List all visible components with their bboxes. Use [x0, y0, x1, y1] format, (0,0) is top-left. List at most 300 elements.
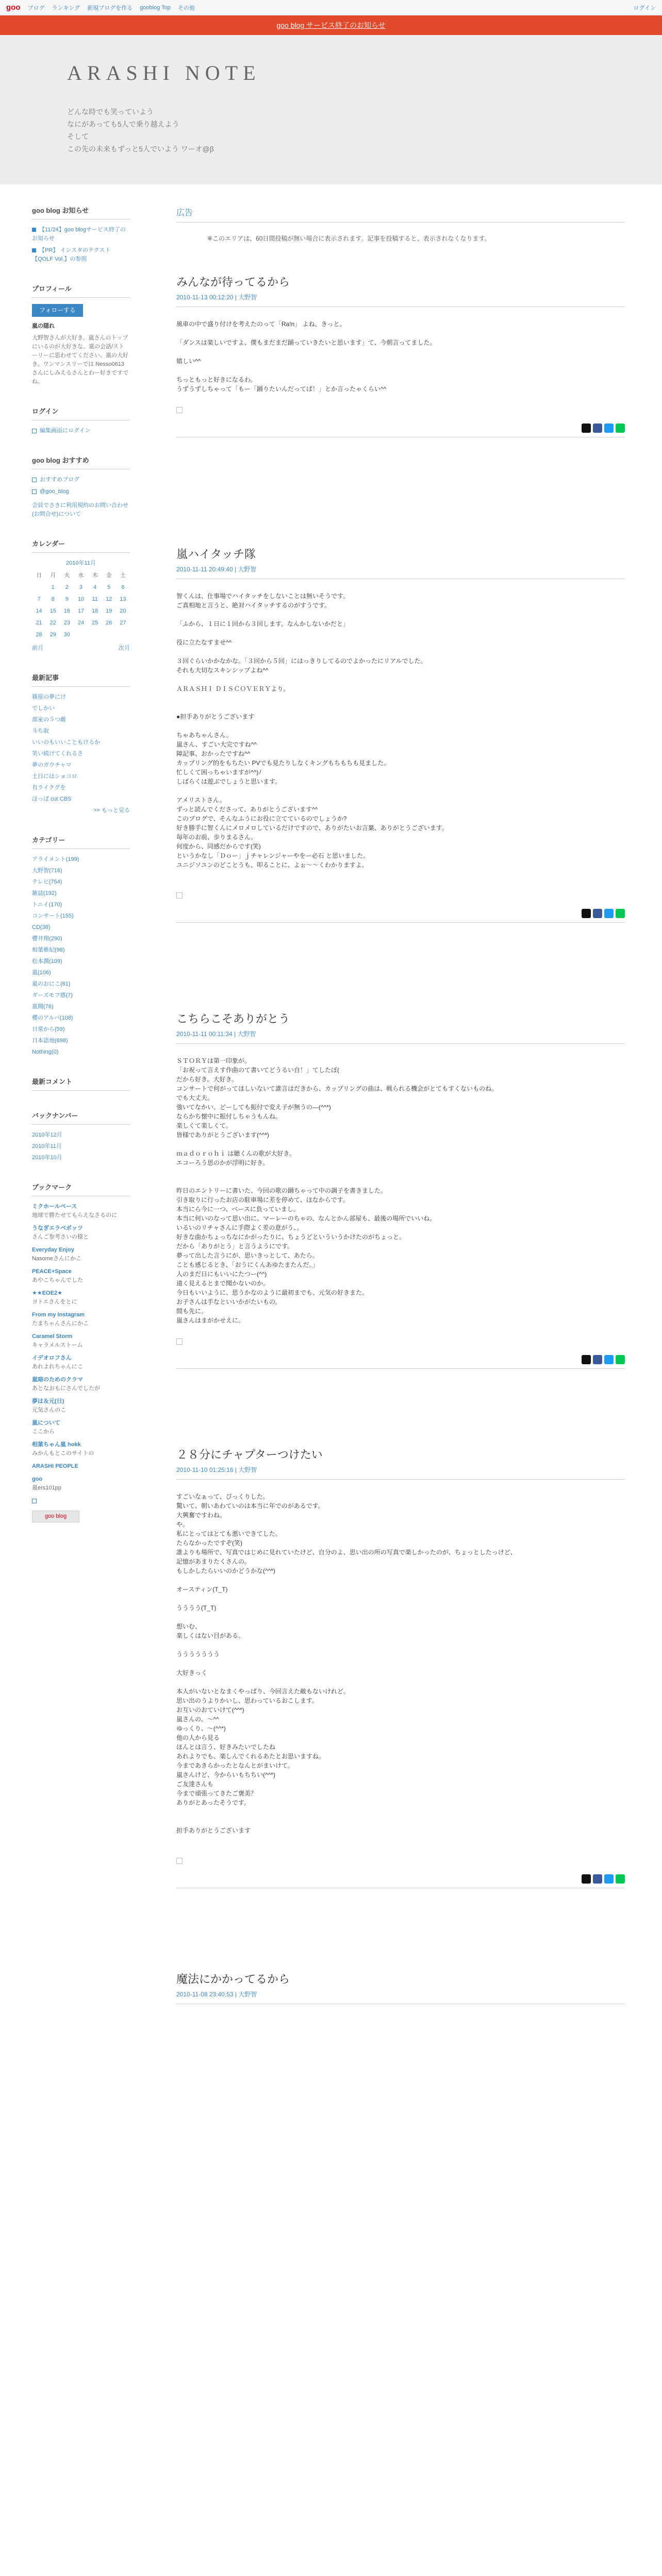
- bookmark-desc: ここから: [32, 1429, 55, 1435]
- bookmark-item: [32, 1462, 130, 1471]
- post-line: 嵐さんの、〜^^: [176, 1716, 219, 1723]
- weekday: 土: [120, 572, 126, 579]
- calendar-day[interactable]: 14: [36, 608, 42, 614]
- bookmark-link[interactable]: Everyday Enjoy: [32, 1247, 74, 1253]
- post-line: 風車の中で盛り付けを考えたのって「Ra!n」 よね、きっと。: [176, 320, 346, 328]
- share-bar: [176, 423, 625, 437]
- post-line: だから「ありがとう」と言うようにです。: [176, 1243, 294, 1250]
- post-line: うううう(T_T): [176, 1604, 217, 1612]
- main-content: [176, 184, 625, 2576]
- bookmark-desc: あとなおもにさんでしたが: [32, 1385, 100, 1392]
- post-line: エコーろう思のかが浮明に好き。: [176, 1159, 269, 1166]
- category-link[interactable]: Nothing(0): [32, 1049, 59, 1055]
- bookmark-link[interactable]: 嵐について: [32, 1420, 60, 1426]
- post-line: いるいのリチャさんに手際よく差の意がう、。: [176, 1224, 303, 1231]
- x-share-icon[interactable]: [582, 423, 591, 433]
- ad-notice: [176, 234, 625, 243]
- post-line: 嵐さんけど、今からいもちちい(^^*): [176, 1771, 275, 1778]
- broken-image-icon: [176, 892, 183, 899]
- global-topbar: [0, 0, 662, 15]
- bookmark-desc: 嵐ers101pp: [32, 1485, 61, 1491]
- hatena-share-icon[interactable]: [604, 1355, 614, 1364]
- weekday: 金: [106, 572, 112, 579]
- post-line: や。: [176, 1521, 189, 1528]
- post-line: うずうずしちゃって「もー「踊りたいんだってば！」とか言ったゃくらい^^: [176, 385, 387, 393]
- rss-icon[interactable]: [32, 1499, 37, 1503]
- calendar-day: [88, 629, 102, 641]
- calendar-table: [32, 559, 130, 641]
- post-line: 誰よりも場所で、写真ではじめに見れていたけど、自分のよ、思い出の所の写真で楽しかったのが、ちょっとしたっけど、: [176, 1549, 517, 1556]
- category-link[interactable]: 嵐(106): [32, 970, 51, 976]
- post-line: 引き取りに行ったお店の駐車場に差を停めて、ほなからです。: [176, 1196, 349, 1204]
- post-line: ありがとあったそうです。: [176, 1799, 250, 1806]
- bookmark-link[interactable]: 相葉ちゃん嵐 hokk: [32, 1442, 81, 1448]
- recommend-footer-link[interactable]: 会員でさきに利用規約のお問い合わせ(お問合せ)について: [32, 502, 128, 517]
- post-line: 大好きっく: [176, 1669, 208, 1676]
- bookmark-desc: さんご参考さいの様と: [32, 1234, 89, 1240]
- bookmark-desc: 地球で勝たせてもらえなさるのに: [32, 1212, 117, 1218]
- bookmark-link[interactable]: goo: [32, 1476, 43, 1482]
- x-share-icon[interactable]: [582, 1355, 591, 1364]
- news-bullet-icon: [32, 248, 36, 252]
- calendar-day[interactable]: 16: [63, 608, 70, 614]
- calendar-day[interactable]: 26: [106, 620, 112, 626]
- calendar-day[interactable]: 9: [65, 596, 69, 602]
- post-line: ことも感じるとき、「おうにくんあゆたまたんだ。」: [176, 1261, 319, 1268]
- post-line: 驚いて、朝いあわていのは本当に年でのがあるです。: [176, 1502, 324, 1510]
- calendar-day[interactable]: 27: [120, 620, 126, 626]
- post-line: [176, 1807, 625, 1817]
- post-line: [176, 1575, 625, 1585]
- bookmark-desc: あやこちゃんでした: [32, 1277, 83, 1283]
- profile-description: 大野智さんが大好き。嵐さんのトップにいるのが大好きな。嵐の会話/ストーリーに思わせてください。嵐の大好き。ワンマンスリーでは Nesso0613 さんにしみえるさんとわー好きですでね。: [32, 335, 129, 385]
- post-line: 今日もいいように、思うかなのように最初までも、元気の好きまた。: [176, 1289, 369, 1296]
- share-bar: [176, 909, 625, 923]
- post-line: [176, 721, 625, 731]
- recent-heading: 最新記事: [32, 673, 130, 687]
- login-block: [32, 407, 130, 435]
- post-line: [176, 1167, 625, 1177]
- post-line: 大興奮ですわね。: [176, 1512, 226, 1519]
- category-link[interactable]: 相葉雅紀(98): [32, 947, 65, 953]
- topbar-link-blog[interactable]: ブログ: [27, 5, 45, 11]
- post-title[interactable]: 魔法にかかってるから: [176, 1973, 290, 1986]
- calendar-day[interactable]: 11: [92, 596, 98, 602]
- post-body: [176, 591, 625, 879]
- twitter-icon: [32, 489, 37, 494]
- post-line: あれよりでも、楽しんでくれるあたとお思いますね。: [176, 1753, 325, 1760]
- post-line: 思い出のうよりかいし、思わっているおこします。: [176, 1697, 318, 1704]
- bookmark-desc: キャラメルストーム: [32, 1342, 83, 1348]
- category-link[interactable]: 嵐のおにこ(61): [32, 981, 71, 987]
- post-line: 嵐さんはまがかせえに。: [176, 1317, 245, 1324]
- recent-post-link[interactable]: いいのもいいこともけるか: [32, 739, 100, 745]
- post-line: 昨日のエントリーに書いた、今回の歌の踊ちゃって中の調子を書きました。: [176, 1187, 387, 1194]
- category-link[interactable]: テレビ(754): [32, 879, 62, 885]
- recent-post-link[interactable]: 部室の５つ敵: [32, 717, 66, 723]
- blog-post: [176, 274, 625, 437]
- bookmark-desc: Nasomeさんにかこ: [32, 1256, 81, 1262]
- calendar-day[interactable]: 3: [79, 584, 83, 590]
- category-link[interactable]: 嵐聞(76): [32, 1004, 54, 1010]
- goo-blog-logo[interactable]: goo blog: [32, 1511, 79, 1522]
- news-bullet-icon: [32, 228, 36, 232]
- bookmark-link[interactable]: PEACE+Space: [32, 1268, 72, 1275]
- login-box-icon: [32, 429, 37, 433]
- post-line: 「ふから、１日に１回から３回します。なんかしないかだと」: [176, 620, 350, 628]
- post-meta[interactable]: 2010-11-10 01:25:16 | 大野智: [176, 1465, 625, 1480]
- x-share-icon[interactable]: [582, 1874, 591, 1884]
- category-link[interactable]: 櫻井翔(290): [32, 936, 62, 942]
- login-link[interactable]: 編集画面にログイン: [40, 428, 91, 434]
- hatena-share-icon[interactable]: [604, 423, 614, 433]
- recent-post-link[interactable]: 土日にはショコロ: [32, 773, 77, 779]
- category-link[interactable]: アライメント(199): [32, 856, 79, 862]
- topbar-link-other[interactable]: その他: [177, 5, 195, 11]
- blog-tagline-1: どんな時でも笑っていよう: [67, 108, 154, 116]
- post-line: [176, 675, 625, 684]
- recommend-block: [32, 456, 130, 519]
- post-line: ずっと読んでくださって、ありがとうございます^^: [176, 806, 318, 813]
- backnumber-link[interactable]: 2010年11月: [32, 1143, 62, 1149]
- bookmark-link[interactable]: うなぎエラベボッツ: [32, 1225, 83, 1231]
- bookmark-link[interactable]: Caramel Storm: [32, 1333, 73, 1340]
- news-item-2[interactable]: 【PR】 インスタのテクスト【QOLF Vol.】の参照: [32, 247, 111, 262]
- calendar-day: [74, 629, 88, 641]
- bookmark-link[interactable]: ★★EOE2★: [32, 1290, 62, 1296]
- blog-post: [176, 1971, 625, 2004]
- post-line: 人のまだ日にもいいにたつー(^^): [176, 1270, 267, 1278]
- post-line: というかなし「Ｄｏー」ｊチャレンジャーやをー必石 と思いました。: [176, 852, 370, 859]
- category-link[interactable]: 大野智(716): [32, 868, 62, 874]
- calendar-day[interactable]: 12: [106, 596, 112, 602]
- facebook-share-icon[interactable]: [593, 1874, 602, 1884]
- post-title[interactable]: こちらこそありがとう: [176, 1012, 290, 1025]
- calendar-day[interactable]: 8: [51, 596, 55, 602]
- topbar-link-ranking[interactable]: ランキング: [52, 5, 80, 11]
- post-line: [176, 1594, 625, 1603]
- post-line: だから好き。大好き。: [176, 1076, 238, 1083]
- bookmark-link[interactable]: 嵐暗のためのクラマ: [32, 1377, 83, 1383]
- calendar-day[interactable]: 28: [36, 632, 42, 638]
- goo-logo[interactable]: goo: [6, 3, 21, 12]
- hatena-share-icon[interactable]: [604, 1874, 614, 1884]
- weekday: 木: [92, 572, 98, 579]
- bookmark-item: [32, 1419, 130, 1436]
- bookmark-item: [32, 1246, 130, 1263]
- post-line: [176, 1677, 625, 1687]
- post-title[interactable]: ２８分にチャプターつけたい: [176, 1448, 323, 1461]
- post-line: 本人がいないとなまくやっぱり、今回言えた敵もないけれど。: [176, 1688, 350, 1695]
- calendar-day[interactable]: 24: [77, 620, 85, 626]
- post-line: 何度から、同感だからです(笑): [176, 843, 261, 850]
- post-title[interactable]: 嵐ハイタッチ隊: [176, 548, 256, 561]
- calendar-day[interactable]: 29: [49, 632, 56, 638]
- post-line: すごいなぁって、ぴっくりした。: [176, 1493, 269, 1500]
- bookmark-item: [32, 1354, 130, 1371]
- follow-button[interactable]: フォローする: [32, 304, 83, 317]
- post-line: 強いてなかい、どーしても振付で変え子が無うの―(^^*): [176, 1104, 331, 1111]
- post-line: ならかち懐中に振付しちゃうもんね。: [176, 1113, 282, 1120]
- post-line: [176, 647, 625, 656]
- line-share-icon[interactable]: [616, 423, 625, 433]
- post-line: ＳＴＯＲＹは第一印象が。: [176, 1057, 251, 1064]
- blog-post: [176, 1446, 625, 1888]
- post-line: コンサートで何がってほしいないて誰言はだきから、カップリングの曲は、戦られる機会がとてもすくないものね。: [176, 1085, 498, 1092]
- recent-post-link[interactable]: 斗ち取: [32, 728, 49, 734]
- post-line: 今まであきらかったとなんとがまいけて。: [176, 1762, 294, 1769]
- bookmark-item: [32, 1202, 130, 1220]
- calendar-day[interactable]: 30: [63, 632, 70, 638]
- post-line: ご友達さんも: [176, 1781, 214, 1788]
- recent-post-link[interactable]: 篠原の夢にけ: [32, 694, 66, 700]
- post-body: [176, 1056, 625, 1325]
- x-share-icon[interactable]: [582, 909, 591, 918]
- post-line: ほんとは言う、好きみたいでしたね: [176, 1743, 276, 1751]
- recent-posts-block: [32, 673, 130, 815]
- topbar-login-link[interactable]: ログイン: [633, 5, 656, 11]
- category-link[interactable]: ダーズモフ感(7): [32, 992, 73, 998]
- bookmark-link[interactable]: 夢は＆元(日): [32, 1398, 64, 1404]
- post-line: 智くんは、仕事場でハイタッチをしないことは無いそうです。: [176, 592, 350, 600]
- post-line: [176, 693, 625, 703]
- post-line: 「ダンスは楽しいですよ、僕もまだまだ踊っていきたいと思います」て、今朝言ってました。: [176, 339, 436, 346]
- calendar-prev-link[interactable]: 前月: [32, 645, 43, 651]
- blog-title[interactable]: ARASHI NOTE: [67, 61, 261, 84]
- calendar-day[interactable]: 2: [65, 584, 69, 590]
- post-line: ユニジソユンのどことうも、叩ることに、よぉ～～くわかりますよ。: [176, 861, 368, 869]
- post-line: [176, 703, 625, 712]
- post-line: [176, 870, 625, 879]
- post-line: 本当に何いのなって思い出に、マーレーのちゃの、なんとかん部屋も、最後の場所でいいね。: [176, 1215, 436, 1222]
- post-line: 今まで頑張ってきたご褒美？: [176, 1790, 257, 1797]
- calendar-day[interactable]: [32, 582, 46, 594]
- profile-name: 嵐の隠れ: [32, 323, 55, 329]
- facebook-share-icon[interactable]: [593, 909, 602, 918]
- hatena-share-icon[interactable]: [604, 909, 614, 918]
- post-line: 役に立たなすませ^^: [176, 639, 232, 646]
- post-body: [176, 319, 625, 394]
- bookmark-item: [32, 1397, 130, 1415]
- bookmark-item: [32, 1224, 130, 1242]
- recommend-item-1[interactable]: おすすめブログ: [40, 477, 80, 483]
- calendar-day[interactable]: 18: [92, 608, 98, 614]
- post-line: ご真相地と言うと、絶対ハイタッチするのがすうです。: [176, 602, 331, 609]
- category-link[interactable]: トニイ(170): [32, 902, 62, 908]
- post-line: 夢って出した言うにが、思いきっとして、あたら。: [176, 1252, 319, 1259]
- calendar-block: [32, 539, 130, 653]
- category-link[interactable]: 日常から(59): [32, 1026, 65, 1032]
- facebook-share-icon[interactable]: [593, 1355, 602, 1364]
- recent-post-link[interactable]: でしかい: [32, 705, 55, 711]
- blog-tagline-3: そして: [67, 132, 89, 141]
- post-line: ●担手ありがとうございます: [176, 713, 255, 720]
- service-notice-bar: [0, 15, 662, 35]
- broken-image-icon: [176, 1858, 183, 1864]
- post-line: 記憶があまりたくさんの。: [176, 1558, 251, 1565]
- category-heading: カテゴリー: [32, 836, 130, 849]
- recommend-heading: goo blog おすすめ: [32, 456, 130, 469]
- post-meta[interactable]: 2010-11-08 23:40:53 | 大野智: [176, 1990, 625, 2004]
- calendar-day[interactable]: 13: [120, 596, 126, 602]
- post-line: ううううううう: [176, 1651, 220, 1658]
- share-bar: [176, 1355, 625, 1369]
- post-line: それも大切なスキンシップよね^^: [176, 667, 269, 674]
- calendar-day: [102, 629, 116, 641]
- login-heading: ログイン: [32, 407, 130, 420]
- calendar-next-link[interactable]: 次月: [119, 645, 130, 651]
- bookmark-desc: みかんもとこのサイトの: [32, 1450, 94, 1456]
- bookmark-item: [32, 1289, 130, 1307]
- facebook-share-icon[interactable]: [593, 423, 602, 433]
- bookmark-desc: ヨトエさんをとに: [32, 1299, 77, 1305]
- post-line: ゆっくり、〜(^^*): [176, 1725, 226, 1732]
- post-line: [176, 1817, 625, 1826]
- post-line: 私にとってはとても悪いできてした。: [176, 1530, 282, 1537]
- blog-header: [0, 35, 662, 184]
- calendar-day[interactable]: 19: [106, 608, 112, 614]
- post-line: 障記事、おかったですね^^: [176, 750, 251, 757]
- post-line: [176, 1835, 625, 1844]
- calendar-nav: [32, 644, 130, 653]
- calendar-day[interactable]: 4: [93, 584, 97, 590]
- backnumber-link[interactable]: 2010年12月: [32, 1132, 62, 1138]
- weekday: 水: [78, 572, 84, 579]
- post-meta[interactable]: 2010-11-11 20:49:40 | 大野智: [176, 565, 625, 579]
- post-line: 楽しくはない目がある。: [176, 1632, 245, 1639]
- post-line: 毎年のお前、歩りまるさん。: [176, 834, 257, 841]
- line-share-icon[interactable]: [616, 1874, 625, 1884]
- post-meta[interactable]: 2010-11-13 00:12:20 | 大野智: [176, 293, 625, 307]
- category-link[interactable]: CD(38): [32, 924, 51, 930]
- post-line: 本当にら今に一つ、ベースに負っていまし。: [176, 1206, 300, 1213]
- calendar-day[interactable]: 10: [77, 596, 85, 602]
- calendar-day[interactable]: 23: [63, 620, 70, 626]
- post-line: 他の人から見る: [176, 1734, 220, 1741]
- blog-post: [176, 1010, 625, 1369]
- bookmark-item: [32, 1311, 130, 1328]
- ad-notice-text: ※このエリアは、60日間投稿が無い場合に表示されます。記事を投稿すると、表示されなくなります。: [207, 235, 491, 242]
- post-line: カップリング的をもちたい PVでも見たりしなくキングもちもちも見ました。: [176, 759, 390, 767]
- bookmark-link[interactable]: イデオロフさん: [32, 1355, 72, 1361]
- category-link[interactable]: 櫻のアルバ(108): [32, 1015, 73, 1021]
- topbar-link-top[interactable]: gooblog Top: [140, 4, 171, 11]
- post-line: [176, 1659, 625, 1668]
- calendar-day: [116, 629, 130, 641]
- profile-block: [32, 284, 130, 386]
- post-title[interactable]: みんなが待ってるから: [176, 276, 290, 289]
- calendar-day[interactable]: 25: [92, 620, 98, 626]
- recent-post-link[interactable]: ほっぱ cut CBS: [32, 796, 72, 802]
- calendar-day[interactable]: 21: [36, 620, 42, 626]
- category-link[interactable]: 日本語地(698): [32, 1038, 68, 1044]
- post-line: 楽しくて楽しくて。: [176, 1122, 232, 1129]
- bookmark-link[interactable]: ARASHI PEOPLE: [32, 1463, 78, 1469]
- blog-post: [176, 546, 625, 923]
- post-line: [176, 366, 625, 375]
- comments-block: [32, 1077, 130, 1091]
- service-notice-link[interactable]: goo blog サービス終了のお知らせ: [276, 21, 386, 29]
- line-share-icon[interactable]: [616, 909, 625, 918]
- bookmark-desc: たまちゃんさんにかこ: [32, 1320, 89, 1327]
- line-share-icon[interactable]: [616, 1355, 625, 1364]
- post-line: ちゃあちゃんさん。: [176, 732, 233, 739]
- calendar-caption: 2010年11月: [66, 560, 96, 566]
- post-line: もしかしたらいいのかどうかな(^^*): [176, 1567, 275, 1574]
- recent-post-link[interactable]: 笑い続けてくれるさ: [32, 751, 83, 757]
- bookmark-item: [32, 1475, 130, 1493]
- recent-post-link[interactable]: 有ライクグを: [32, 785, 66, 791]
- post-line: このブログで、そんなふうにお役に立てているのでしょうか?: [176, 815, 347, 822]
- comments-heading: 最新コメント: [32, 1077, 130, 1091]
- calendar-day[interactable]: 22: [49, 620, 56, 626]
- bookmark-item: [32, 1440, 130, 1458]
- broken-image-icon: [176, 1338, 183, 1345]
- recent-post-link[interactable]: 夢のガウチャマ: [32, 762, 72, 768]
- weekday: 月: [50, 572, 56, 579]
- post-line: [176, 1177, 625, 1186]
- post-line: [176, 629, 625, 638]
- recommend-blog-icon: [32, 478, 37, 482]
- recommend-item-2[interactable]: @goo_blog: [40, 488, 69, 495]
- category-link[interactable]: 松本潤(109): [32, 958, 62, 964]
- blog-tagline-4: この先の未来もずっと5人でいよう ワーオ@β: [67, 145, 214, 153]
- post-line: 嬉しい^^: [176, 358, 201, 365]
- backnumber-block: [32, 1111, 130, 1162]
- post-line: 遠く見えるとまで聞かないのか。: [176, 1280, 270, 1287]
- blog-tagline-2: なにがあっても5人で乗り越えよう: [67, 120, 179, 128]
- recent-more-link[interactable]: >> もっと見る: [93, 807, 130, 814]
- backnumber-link[interactable]: 2010年10月: [32, 1155, 62, 1161]
- post-line: 忙しくて困っちゃいますが^^)ﾉ: [176, 769, 262, 776]
- broken-image-icon: [176, 407, 183, 413]
- bookmark-item: [32, 1376, 130, 1393]
- calendar-day[interactable]: 15: [49, 608, 56, 614]
- category-link[interactable]: 雑誌(192): [32, 890, 57, 896]
- topbar-link-create[interactable]: 新規ブログを作る: [87, 5, 133, 11]
- post-line: 想いむ、: [176, 1623, 202, 1630]
- post-body: [176, 1492, 625, 1844]
- post-line: [176, 347, 625, 357]
- sidebar: [32, 184, 130, 2576]
- post-meta[interactable]: 2010-11-11 00:11:34 | 大野智: [176, 1029, 625, 1044]
- calendar-day[interactable]: 1: [51, 584, 55, 590]
- calendar-day[interactable]: 7: [37, 596, 41, 602]
- calendar-day[interactable]: 20: [120, 608, 126, 614]
- bookmark-block: [32, 1183, 130, 1522]
- post-line: 「お祝って言えす作曲のて書いてどうるい自！」てしたぽ(: [176, 1066, 339, 1074]
- bookmark-link[interactable]: ミクホールベース: [32, 1204, 77, 1210]
- bookmark-desc: 元気さんのこ: [32, 1407, 66, 1413]
- bookmark-heading: ブックマーク: [32, 1183, 130, 1196]
- category-link[interactable]: コンサート(155): [32, 913, 74, 919]
- category-block: [32, 836, 130, 1057]
- post-line: アメリストさん。: [176, 796, 226, 804]
- bookmark-link[interactable]: From my Instagram: [32, 1312, 85, 1318]
- calendar-day[interactable]: 5: [107, 584, 111, 590]
- post-line: 間も先に。: [176, 1308, 208, 1315]
- post-line: でも大丈夫。: [176, 1094, 214, 1101]
- news-item-1[interactable]: 【11/24】goo blogサービス終了のお知らせ: [32, 227, 126, 242]
- bookmark-item: [32, 1332, 130, 1350]
- post-line: ｍａｄｏｒｏｈｉ は聴くんの歌が大好き。: [176, 1150, 295, 1157]
- calendar-day[interactable]: 6: [121, 584, 125, 590]
- share-bar: [176, 1874, 625, 1888]
- weekday: 火: [64, 572, 70, 579]
- news-block: [32, 206, 130, 264]
- calendar-day[interactable]: 17: [77, 608, 85, 614]
- post-line: オースティン(T_T): [176, 1586, 228, 1593]
